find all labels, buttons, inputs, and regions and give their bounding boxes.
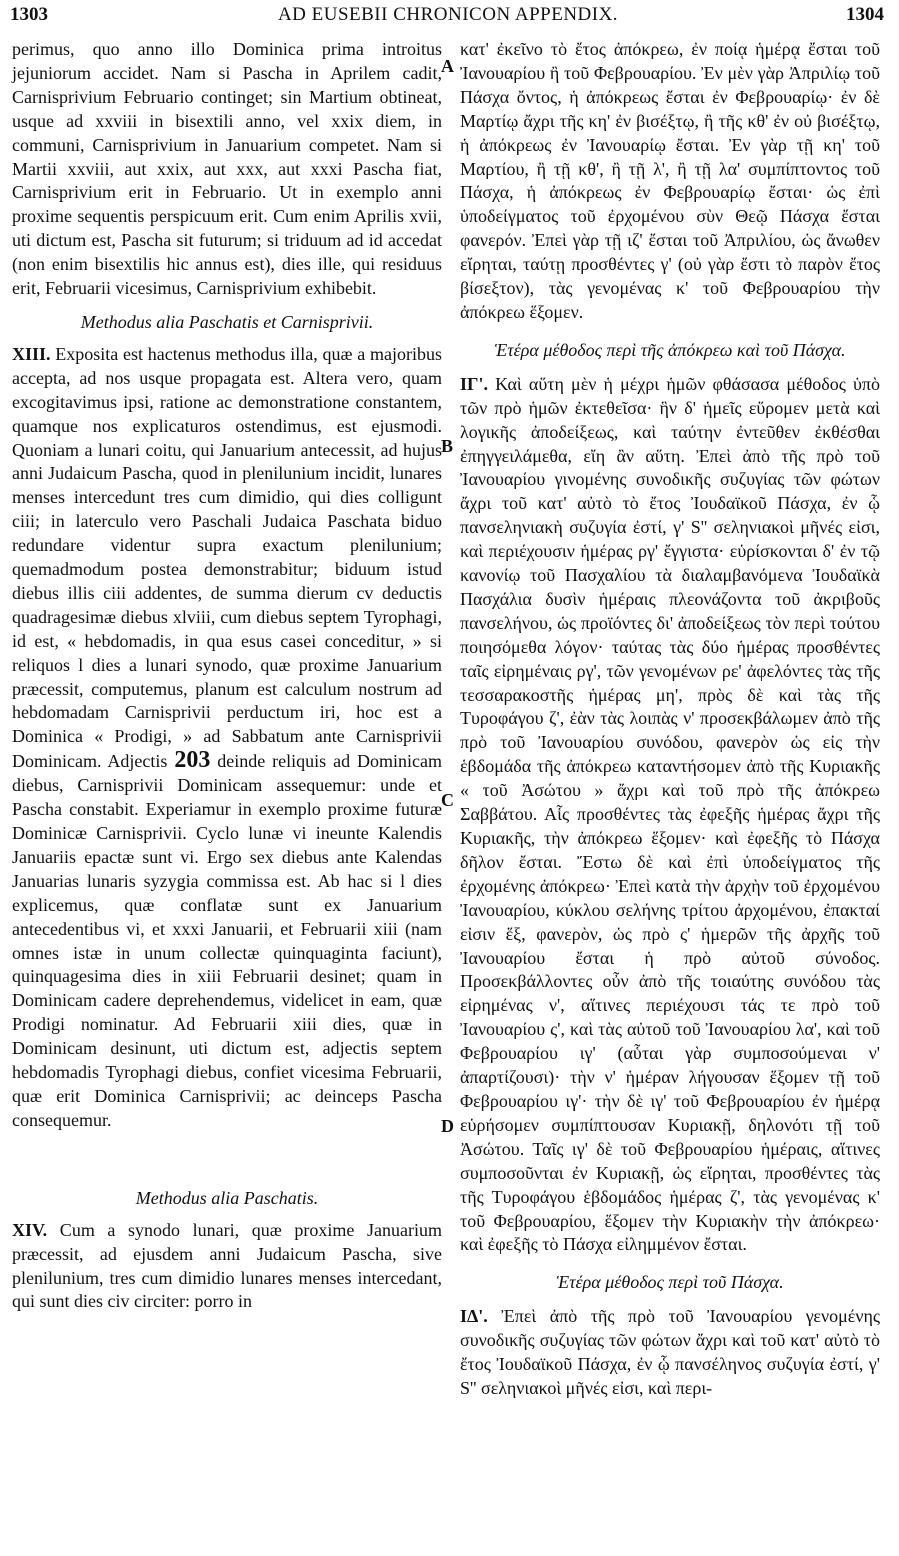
greek-section-heading-2: Ἑτέρα μέθοδος περὶ τοῦ Πάσχα. (556, 1272, 784, 1293)
latin-paragraph-xiv (12, 1219, 442, 1315)
spacer (12, 1133, 442, 1177)
latin-paragraph-xiii-text-b: deinde reliquis ad Dominicam diebus, Carnisprivii Dominicam assequemur: unde et Pascha constabit. Experiamur in exemplo proxime futuræ Dominicæ Carnisprivii. Cyclo lunæ vi ineunte Kalendis Januariis epactæ sunt vi. Ergo sex diebus ante Kalendas Januarias lunaris syzygia commissa est. Ab hac si l dies explicemus, quæ conflatæ sunt ex Januarium antecedentibus vi, et xxxi Januarii, et Februarii xiii (nam omnes istæ in unum collectæ quinquaginta faciunt), quinquagesima dies in xiii Februarii desinet; quam in Dominicam cadere deprehendemus, videlicet in eam, quæ Prodigi nominatur. Ad Februarii xiii dies, quæ in Dominicam desinunt, uti dictum est, adjectis septem hebdomadis Tyrophagi diebus, confiet vicesima Februarii, quæ erit Dominica Carnisprivii; ac deinceps Pascha consequemur. (12, 751, 442, 1130)
latin-section-heading-2: Methodus alia Paschatis. (135, 1187, 319, 1208)
greek-section-heading-1: Ἑτέρα μέθοδος περὶ τῆς ἀπόκρεω καὶ τοῦ Πάσχα. (494, 339, 846, 360)
latin-paragraph-xiv-text: Cum a synodo lunari, quæ proxime Januarium præcessit, ad ejusdem anni Judaicum Pascha, sive plenilunium, tres cum dimidio lunares menses intercedant, qui sunt dies civ circiter: porro in (12, 1219, 442, 1312)
greek-paragraph-ig-text: Καὶ αὕτη μὲν ἡ μέχρι ἡμῶν φθάσασα μέθοδος ὑπὸ τῶν πρὸ ἡμῶν ἐκτεθεῖσα· ἣν δ' ἡμεῖς εὕρομεν μετὰ καὶ λογικῆς ἀποδείξεως, καὶ ταύτην ἐντεῦθεν ἐκθέσθαι ἐπηγγειλάμεθα, εἴη ἂν αὕτη. Ἐπεὶ ἀπὸ τῆς πρὸ τοῦ Ἰανουαρίου γινομένης συνοδικῆς συζυγίας τῶν φώτων ἄχρι τοῦ κατ' αὐτὸ τὸ ἔτος Ἰουδαϊκοῦ Πάσχα, ἐν ᾧ πανσεληνιακὴ συζυγία ἐστί, γ' S'' σεληνιακοὶ μῆνές εἰσι, καὶ περιέχουσιν ἡμέρας ργ' ἔγγιστα· εὑρίσκονται δ' ἐν τῷ κανονίῳ τοῦ Πασχαλίου τὰ διαλαμβανόμενα Ἰουδαϊκὰ Πασχάλια δυσὶν ἡμέραις πλεονάζοντα τοῦ ἀκριβοῦς πανσελήνου, ὡς προϊόντες δι' ἀποδείξεως τὸν περὶ τούτου ποιησόμεθα λόγον· ταύτας τὰς δύο ἡμέρας προσθέντες ταῖς εἰρημέναις ργ', τῶν γενομένων ρε' ἀφελόντες τὰς τῆς τεσσαρακοστῆς ἡμέρας μη', πρὸς δὲ καὶ τὰς τῆς Τυροφάγου ζ', ἐὰν τὰς λοιπὰς ν' προσεκβάλωμεν ἀπὸ τῆς πρὸ τοῦ Ἰανουαρίου συνόδου, φανερὸν ὡς εἰς τὴν ἑβδομάδα τῆς ἀπόκρεω καταντήσομεν ἀπὸ τῆς Κυριακῆς « τοῦ Ἀσώτου » ἄχρι καὶ τοῦ πρὸ τῆς ἀπόκρεω Σαββάτου. Αἷς προσθέντες τὰς ἐφεξῆς ἡμέρας ἄχρι τῆς Κυριακῆς, τὴν ἀπόκρεω ἕξομεν· καὶ ἐφεξῆς τὸ Πάσχα δῆλον ἔσται. Ἔστω δὲ καὶ ἐπὶ ὑποδείγματος τῆς ἐρχομένης ἀπόκρεω· Ἐπεὶ κατὰ τὴν ἀρχὴν τοῦ ἐρχομένου Ἰανουαρίου, κύκλου σελήνης τρίτου ἀρχομένου, ἐπακταί εἰσιν ἕξ, φανερὸν, ὡς πρὸ ς' ἡμερῶν τῆς ἀρχῆς τοῦ Ἰανουαρίου ἔσται ἡ πρὸ αὐτοῦ σύνοδος. Προσεκβάλλοντες οὖν ἀπὸ τῆς τοιαύτης συνόδου τὰς εἰρημένας ν', αἵτινες περιέχουσι τάς τε πρὸ τοῦ Ἰανουαρίου ς', καὶ τὰς αὐτοῦ τοῦ Ἰανουαρίου λα', καὶ τοῦ Φεβρουαρίου ιγ' (αὗται γὰρ συμποσούμεναι ν' ἀπαρτίζουσι)· τὴν ν' ἡμέραν λήγουσαν ἕξομεν τῇ τοῦ Φεβρουαρίου ιγ'· τὴν δὲ ιγ' τοῦ Φεβρουαρίου ἐν ἡμέρᾳ εὑρήσομεν συμπίπτουσαν Κυριακῇ, δηλονότι τῇ τοῦ Ἀσώτου. Ταῖς ιγ' δὲ τοῦ Φεβρουαρίου ἡμέραις, αἵτινες συμποσοῦνται ἐν Κυριακῇ, ὡς εἴρηται, προσθέντες τὰς τῆς Τυροφάγου ἑβδομάδος ἡμέρας ζ', τὰς γενομένας κ' τοῦ Φεβρουαρίου, ἕξομεν τὴν Κυριακὴν τὴν ἀπόκρεω· καὶ ἐφεξῆς τὸ Πάσχα εἰλημμένον ἔσται. (460, 373, 880, 1255)
greek-section-number-id: ΙΔ'. (460, 1306, 488, 1327)
greek-section-number-ig: ΙΓ'. (460, 373, 488, 394)
latin-section-heading-1: Methodus alia Paschatis et Carnisprivii. (80, 311, 374, 332)
margin-marker-a: A (441, 56, 454, 76)
greek-paragraph-1: κατ' ἐκεῖνο τὸ ἔτος ἀπόκρεω, ἐν ποίᾳ ἡμέρᾳ ἔσται τοῦ Ἰανουαρίου ἢ τοῦ Φεβρουαρίου. Ἐν μὲν γὰρ Ἀπριλίῳ τοῦ Πάσχα ὄντος, ἡ ἀπόκρεως ἔσται ἐν Φεβρουαρίῳ· ἐν δὲ Μαρτίῳ ἄχρι τῆς κη' ἐν βισέξτῳ, ἢ τῆς κθ' ἐν οὐ βισέξτῳ, ἡ ἀπόκρεως ἐν Ἰανουαρίῳ ἔσται. Ἐν γὰρ τῇ κη' τοῦ Μαρτίου, ἢ τῇ κθ', ἢ τῇ λ', ἢ τῇ λα' συμπίπτοντος τοῦ Πάσχα, ἡ ἀπόκρεως ἐν Φεβρουαρίῳ ἔσται· ὡς ἐπὶ ὑποδείγματος τοῦ ἐρχομένου σὺν Θεῷ Πάσχα ἔσται φανερόν. Ἐπεὶ γὰρ τῇ ιζ' ἔσται τοῦ Ἀπριλίου, ὡς ἄνωθεν εἴρηται, ταύτῃ προσθέντες γ' (οὐ γὰρ ἔστι τὸ παρὸν ἔτος βίσεξτον), τὰς γενομένας κ' τοῦ Φεβρουαρίου τὴν ἀπόκρεω ἕξομεν. (460, 39, 880, 322)
latin-paragraph-1: perimus, quo anno illo Dominica prima introitus jejuniorum accidet. Nam si Pascha in Aprilem cadit, Carnisprivium Februario continget; sin Martium obtineat, usque ad xxviii in bisextili anno, vel xxix diem, in communi, Carnisprivium in Januarium competet. Nam si Martii xxviii, aut xxix, aut xxx, aut xxxi Pascha fiat, Carnisprivium erit in Februario. Ut in exemplo anni proxime sequentis perspicuum erit. Cum enim Aprilis xvii, uti dictum est, Pascha sit futurum; si triduum ad id accedat (non enim bisextilis hic annus est), dies ille, qui residuus erit, Februarii vicesimus, Carnisprivium exhibebit. (12, 39, 442, 299)
latin-section-number-xiv: XIV. (12, 1219, 48, 1240)
latin-column (12, 38, 442, 1314)
running-title: AD EUSEBII CHRONICON APPENDIX. (277, 4, 619, 25)
greek-column (460, 38, 880, 1401)
greek-paragraph-id (460, 1305, 880, 1401)
column-number-203: 203 (174, 747, 211, 774)
greek-paragraph-ig (460, 373, 880, 1258)
latin-section-number-xiii: XIII. (12, 343, 51, 364)
page-number-right: 1304 (846, 4, 884, 25)
margin-marker-c: C (441, 790, 454, 810)
running-header (8, 4, 888, 30)
latin-paragraph-xiii-text-a: Exposita est hactenus methodus illa, quæ a majoribus accepta, ad nos usque propagata est. Altera vero, quam excogitavimus ipsi, ratione ac demonstratione constantem, quamque nos explicaturos ostendimus, est ejusmodi. Quoniam a lunari coitu, qui Januarium antecessit, ad hujus anni Judaicum Pascha, quod in plenilunium incidit, lunares menses intercedunt tres cum dimidio, qui dies colligunt ciii; in laterculo vero Paschali Judaica Paschata biduo redundare videntur supra exactum plenilunium; quemadmodum postea demonstrabitur; biduum istud diebus illis ciii addentes, de summa dierum cv deductis quadragesimæ diebus xlviii, cum diebus septem Tyrophagi, id est, « hebdomadis, in qua esus casei conceditur, » si reliquos l dies a lunari synodo, quæ proxime Januarium præcessit, computemus, planum est calculum nostrum ad hebdomadam Carnisprivii perductum iri, hoc est a Dominica « Prodigi, » ad Sabbatum ante Carnisprivii Dominicam. Adjectis (12, 343, 442, 772)
latin-paragraph-xiii (12, 343, 442, 1133)
margin-marker-b: B (441, 436, 454, 456)
page-number-left: 1303 (10, 4, 48, 25)
margin-marker-d: D (441, 1116, 454, 1136)
greek-paragraph-id-text: Ἐπεὶ ἀπὸ τῆς πρὸ τοῦ Ἰανουαρίου γενομένης συνοδικῆς συζυγίας τῶν φώτων ἄχρι καὶ τοῦ κατ' αὐτὸ τὸ ἔτος Ἰουδαϊκοῦ Πάσχα, ἐν ᾧ πανσέληνος συζυγία ἐστί, γ' S'' σεληνιακοὶ μῆνές εἰσι, καὶ περι- (460, 1306, 880, 1398)
